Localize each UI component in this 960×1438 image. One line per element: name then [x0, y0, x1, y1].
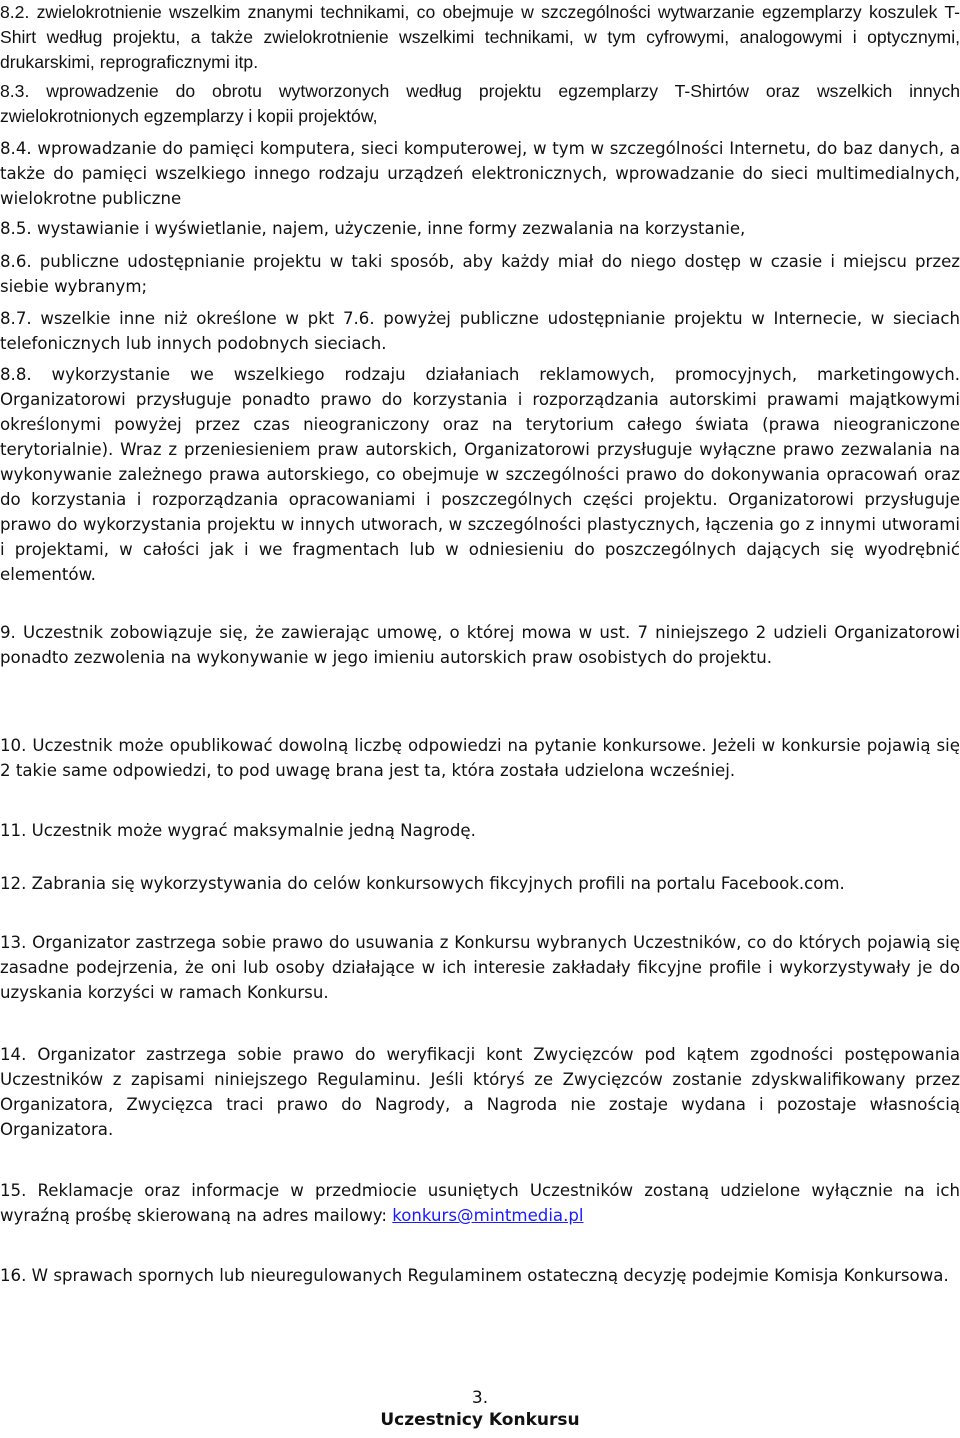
paragraph-12: 12. Zabrania się wykorzystywania do celów konkursowych fikcyjnych profili na portalu Facebook.com.: [0, 874, 845, 893]
section-title: Uczestnicy Konkursu: [380, 1410, 580, 1430]
paragraph-11: 11. Uczestnik może wygrać maksymalnie jedną Nagrodę.: [0, 821, 476, 840]
paragraph-14: 14. Organizator zastrzega sobie prawo do weryfikacji kont Zwycięzców pod kątem zgodności postępowania Uczestników z zapisami niniejszego Regulaminu. Jeśli któryś ze Zwycięzców zostanie zdyskwalifikowany przez Organizatora, Zwycięzca traci prawo do Nagrody, a Nagroda nie zostaje wydana i pozostaje własnością Organizatora.: [0, 1045, 960, 1139]
email-link[interactable]: konkurs@mintmedia.pl: [392, 1206, 584, 1225]
section-heading: [0, 1387, 960, 1431]
paragraph-8-2: 8.2. zwielokrotnienie wszelkim znanymi technikami, co obejmuje w szczególności wytwarzanie egzemplarzy koszulek T-Shirt według projektu, a także zwielokrotnienie wszelkimi technikami, w tym cyfrowymi, analogowymi i optycznymi, drukarskimi, reprograficznymi itp.: [0, 2, 960, 72]
paragraph-9: 9. Uczestnik zobowiązuje się, że zawierając umowę, o której mowa w ust. 7 niniejszego 2 udzieli Organizatorowi ponadto zezwolenia na wykonywanie w jego imieniu autorskich praw osobistych do projektu.: [0, 623, 960, 667]
paragraph-8-7: 8.7. wszelkie inne niż określone w pkt 7.6. powyżej publiczne udostępnianie projektu w Internecie, w sieciach telefonicznych lub innych podobnych sieciach.: [0, 309, 960, 353]
paragraph-15-text: 15. Reklamacje oraz informacje w przedmiocie usuniętych Uczestników zostaną udzielone wyłącznie na ich wyraźną prośbę skierowaną na adres mailowy:: [0, 1181, 960, 1225]
paragraph-8-3: 8.3. wprowadzenie do obrotu wytworzonych według projektu egzemplarzy T-Shirtów oraz wszelkich innych zwielokrotnionych egzemplarzy i kopii projektów,: [0, 81, 960, 126]
paragraph-8-4: 8.4. wprowadzanie do pamięci komputera, sieci komputerowej, w tym w szczególności Internetu, do baz danych, a także do pamięci wszelkiego innego rodzaju urządzeń elektronicznych, wprowadzanie do sieci multimedialnych, wielokrotne publiczne: [0, 139, 960, 208]
paragraph-8-8: 8.8. wykorzystanie we wszelkiego rodzaju działaniach reklamowych, promocyjnych, marketingowych. Organizatorowi przysługuje ponadto prawo do korzystania i rozporządzania autorskimi prawami majątkowymi określonymi powyżej przez czas nieograniczony oraz na terytorium całego świata (prawa nieograniczone terytorialnie). Wraz z przeniesieniem praw autorskich, Organizatorowi przysługuje wyłączne prawo zezwalania na wykonywanie zależnego prawa autorskiego, co obejmuje w szczególności prawo do dokonywania opracowań oraz do korzystania i rozporządzania opracowaniami i poszczególnych części projektu. Organizatorowi przysługuje prawo do wykorzystania projektu w innych utworach, w szczególności plastycznych, łączenia go z innymi utworami i projektami, w całości jak i we fragmentach lub w odniesieniu do poszczególnych dających się wyodrębnić elementów.: [0, 365, 960, 584]
paragraph-10: 10. Uczestnik może opublikować dowolną liczbę odpowiedzi na pytanie konkursowe. Jeżeli w konkursie pojawią się 2 takie same odpowiedzi, to pod uwagę brana jest ta, która została udzielona wcześniej.: [0, 736, 960, 780]
paragraph-13: 13. Organizator zastrzega sobie prawo do usuwania z Konkursu wybranych Uczestników, co do których pojawią się zasadne podejrzenia, że oni lub osoby działające w ich interesie zakładały fikcyjne profile i wykorzystywały je do uzyskania korzyści w ramach Konkursu.: [0, 933, 960, 1002]
paragraph-15: [0, 1178, 960, 1228]
paragraph-8-6: 8.6. publiczne udostępnianie projektu w taki sposób, aby każdy miał do niego dostęp w czasie i miejscu przez siebie wybranym;: [0, 252, 960, 296]
section-number: 3.: [471, 1388, 489, 1408]
paragraph-8-5: 8.5. wystawianie i wyświetlanie, najem, użyczenie, inne formy zezwalania na korzystanie,: [0, 219, 746, 238]
paragraph-16: 16. W sprawach spornych lub nieuregulowanych Regulaminem ostateczną decyzję podejmie Komisja Konkursowa.: [0, 1266, 949, 1285]
